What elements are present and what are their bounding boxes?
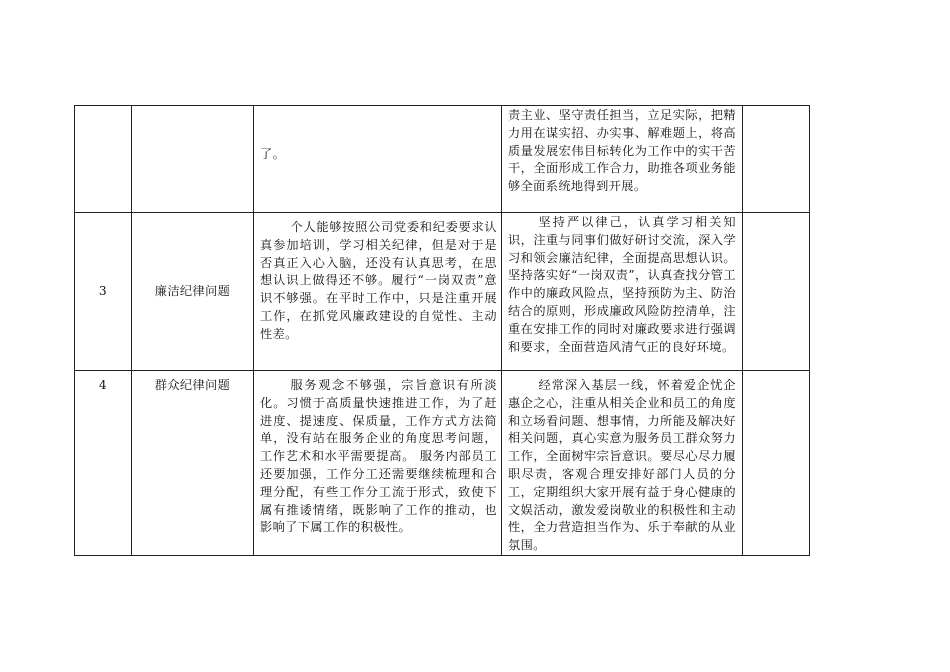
measure-text: 坚持严以律己，认真学习相关知识，注重与同事们做好研讨交流，深入学习和领会廉洁纪律，全面提高思想认识。坚持落实好“一岗双责”，认真查找分管工作中的廉政风险点，坚持预防为主、防治结合的原则，形成廉政风险防控清单，注重在安排工作的同时对廉政要求进行强调和要求，全面营造风清气正的良好环境。 <box>508 215 736 354</box>
problem-cell <box>254 371 502 556</box>
measure-text: 责主业、坚守责任担当，立足实际，把精力用在谋实招、办实事、解难题上，将高质量发展宏伟目标转化为工作中的实干苦干，全面形成工作合力，助推各项业务能够全面系统地得到开展。 <box>508 108 736 194</box>
note-cell <box>743 106 810 213</box>
problem-cell <box>254 213 502 371</box>
measure-cell <box>502 106 743 213</box>
category-cell <box>132 371 254 556</box>
problem-text: 服务观念不够强，宗旨意识有所淡化。习惯于高质量快速推进工作，为了赶进度、提速度、保质量，工作方式方法简单，没有站在服务企业的角度思考问题，工作艺术和水平需要提高。 服务内部员工还要加强，工作分工还需要继续梳理和合理分配，有些工作分工流于形式，致使下属有推诿情绪，既影响了工作的推动，也影响了下属工作的积极性。 <box>260 378 497 535</box>
row-number-cell: 3 <box>75 213 132 371</box>
measure-cell <box>502 213 743 371</box>
category-cell <box>132 106 254 213</box>
row-number-cell <box>75 106 132 213</box>
measure-text: 经常深入基层一线，怀着爱企忧企惠企之心，注重从相关企业和员工的角度和立场看问题、想事情，力所能及解决好相关问题，真心实意为服务员工群众努力工作，全面树牢宗旨意识。要尽心尽力履职尽责，客观合理安排好部门人员的分工，定期组织大家开展有益于身心健康的文娱活动，激发爱岗敬业的积极性和主动性，全力营造担当作为、乐于奉献的从业氛围。 <box>508 378 736 553</box>
category-cell: 廉洁纪律问题 <box>132 213 254 371</box>
note-cell <box>743 213 810 371</box>
table-row <box>75 106 810 213</box>
row-number-text: 4 <box>98 378 108 392</box>
rectification-table <box>74 105 810 556</box>
row-number-cell <box>75 371 132 556</box>
table-row <box>75 213 810 371</box>
category-text: 群众纪律问题 <box>154 378 231 392</box>
table-row <box>75 371 810 556</box>
measure-cell <box>502 371 743 556</box>
problem-text: 了。 <box>260 147 286 161</box>
note-cell <box>743 371 810 556</box>
problem-cell <box>254 106 502 213</box>
problem-text: 个人能够按照公司党委和纪委要求认真参加培训，学习相关纪律，但是对于是否真正入心入脑，还没有认真思考，在思想认识上做得还不够。履行“一岗双责”意识不够强。在平时工作中，只是注重开展工作，在抓党风廉政建设的自觉性、主动性差。 <box>260 220 497 341</box>
